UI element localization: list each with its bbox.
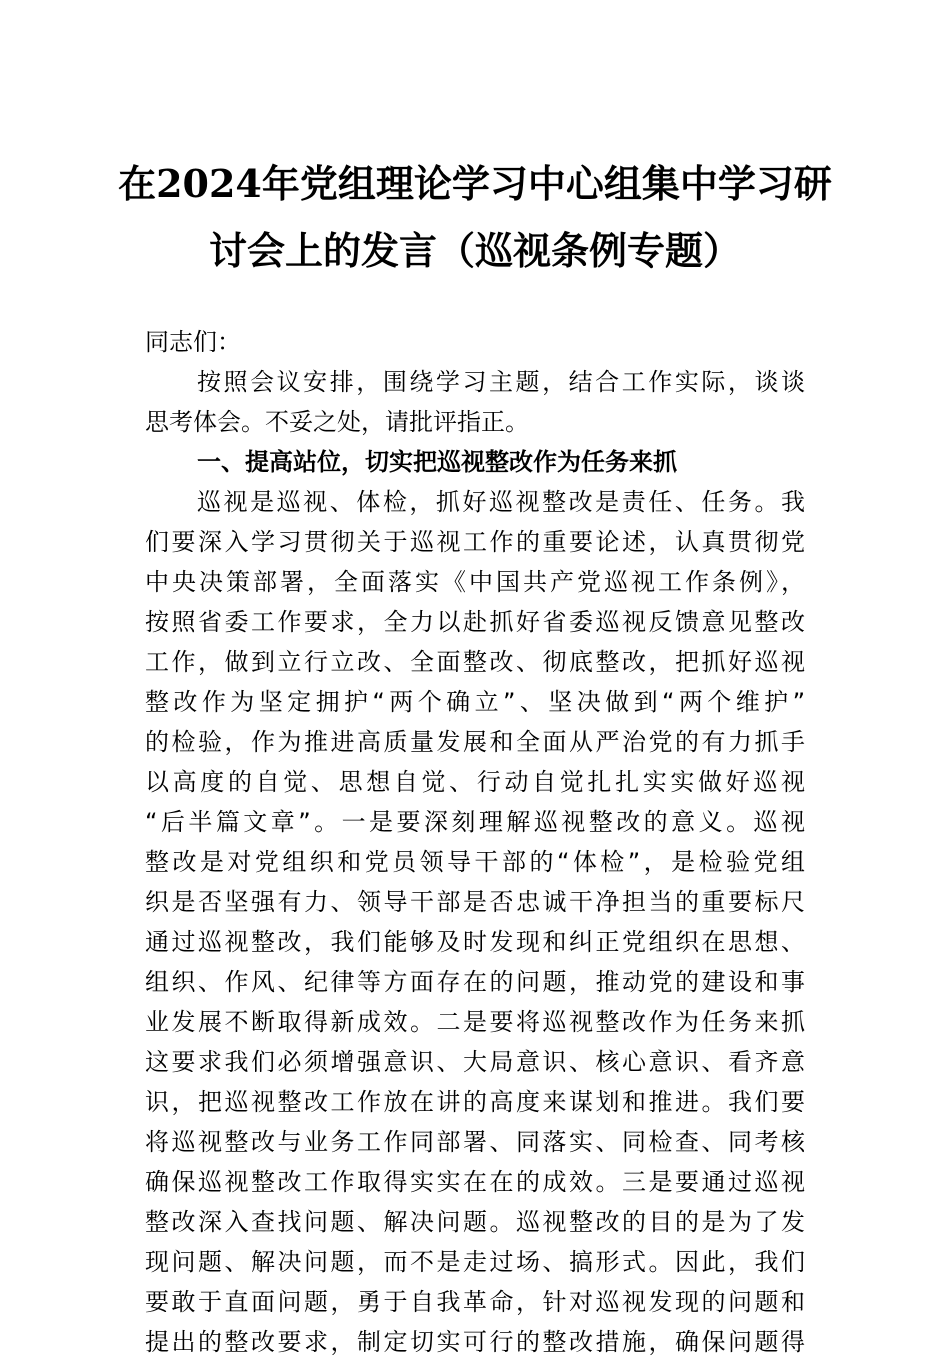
section-heading: 一、提高站位，切实把巡视整改作为任务来抓 [197,448,677,476]
body-line: 现问题、解决问题，而不是走过场、搞形式。因此，我们 [145,1248,805,1276]
body-line: 按照省委工作要求，全力以赴抓好省委巡视反馈意见整改 [145,608,805,636]
body-line: 组织、作风、纪律等方面存在的问题，推动党的建设和事 [145,968,805,996]
document-title-line-1: 在2024年党组理论学习中心组集中学习研 [118,161,832,206]
document-body [145,322,805,1362]
body-line: 们要深入学习贯彻关于巡视工作的重要论述，认真贯彻党 [145,528,805,556]
body-line: “后半篇文章”。一是要深刻理解巡视整改的意义。巡视 [145,808,805,836]
body-line: 的检验，作为推进高质量发展和全面从严治党的有力抓手 [145,728,805,756]
body-line: 通过巡视整改，我们能够及时发现和纠正党组织在思想、 [145,928,805,956]
document-title-line-2: 讨会上的发言（巡视条例专题） [208,228,741,273]
intro-line: 思考体会。不妥之处，请批评指正。 [145,408,529,436]
body-line: 这要求我们必须增强意识、大局意识、核心意识、看齐意 [145,1048,805,1076]
body-line: 巡视是巡视、体检，抓好巡视整改是责任、任务。我 [197,488,805,516]
body-line: 提出的整改要求，制定切实可行的整改措施，确保问题得 [145,1328,805,1356]
body-line: 业发展不断取得新成效。二是要将巡视整改作为任务来抓 [145,1008,805,1036]
intro-line: 按照会议安排，围绕学习主题，结合工作实际，谈谈 [197,368,805,396]
body-line: 工作，做到立行立改、全面整改、彻底整改，把抓好巡视 [145,648,805,676]
body-line: 确保巡视整改工作取得实实在在的成效。三是要通过巡视 [145,1168,805,1196]
body-line: 整改深入查找问题、解决问题。巡视整改的目的是为了发 [145,1208,805,1236]
body-line: 中央决策部署，全面落实《中国共产党巡视工作条例》， [145,568,805,596]
body-line: 识，把巡视整改工作放在讲的高度来谋划和推进。我们要 [145,1088,805,1116]
body-line: 以高度的自觉、思想自觉、行动自觉扎扎实实做好巡视 [145,768,805,796]
body-line: 整改是对党组织和党员领导干部的“体检”，是检验党组 [145,848,805,876]
body-line: 要敢于直面问题，勇于自我革命，针对巡视发现的问题和 [145,1288,805,1316]
greeting: 同志们： [145,328,241,356]
body-line: 整改作为坚定拥护“两个确立”、坚决做到“两个维护” [145,688,805,716]
body-line: 织是否坚强有力、领导干部是否忠诚干净担当的重要标尺 [145,888,805,916]
body-line: 将巡视整改与业务工作同部署、同落实、同检查、同考核 [145,1128,805,1156]
